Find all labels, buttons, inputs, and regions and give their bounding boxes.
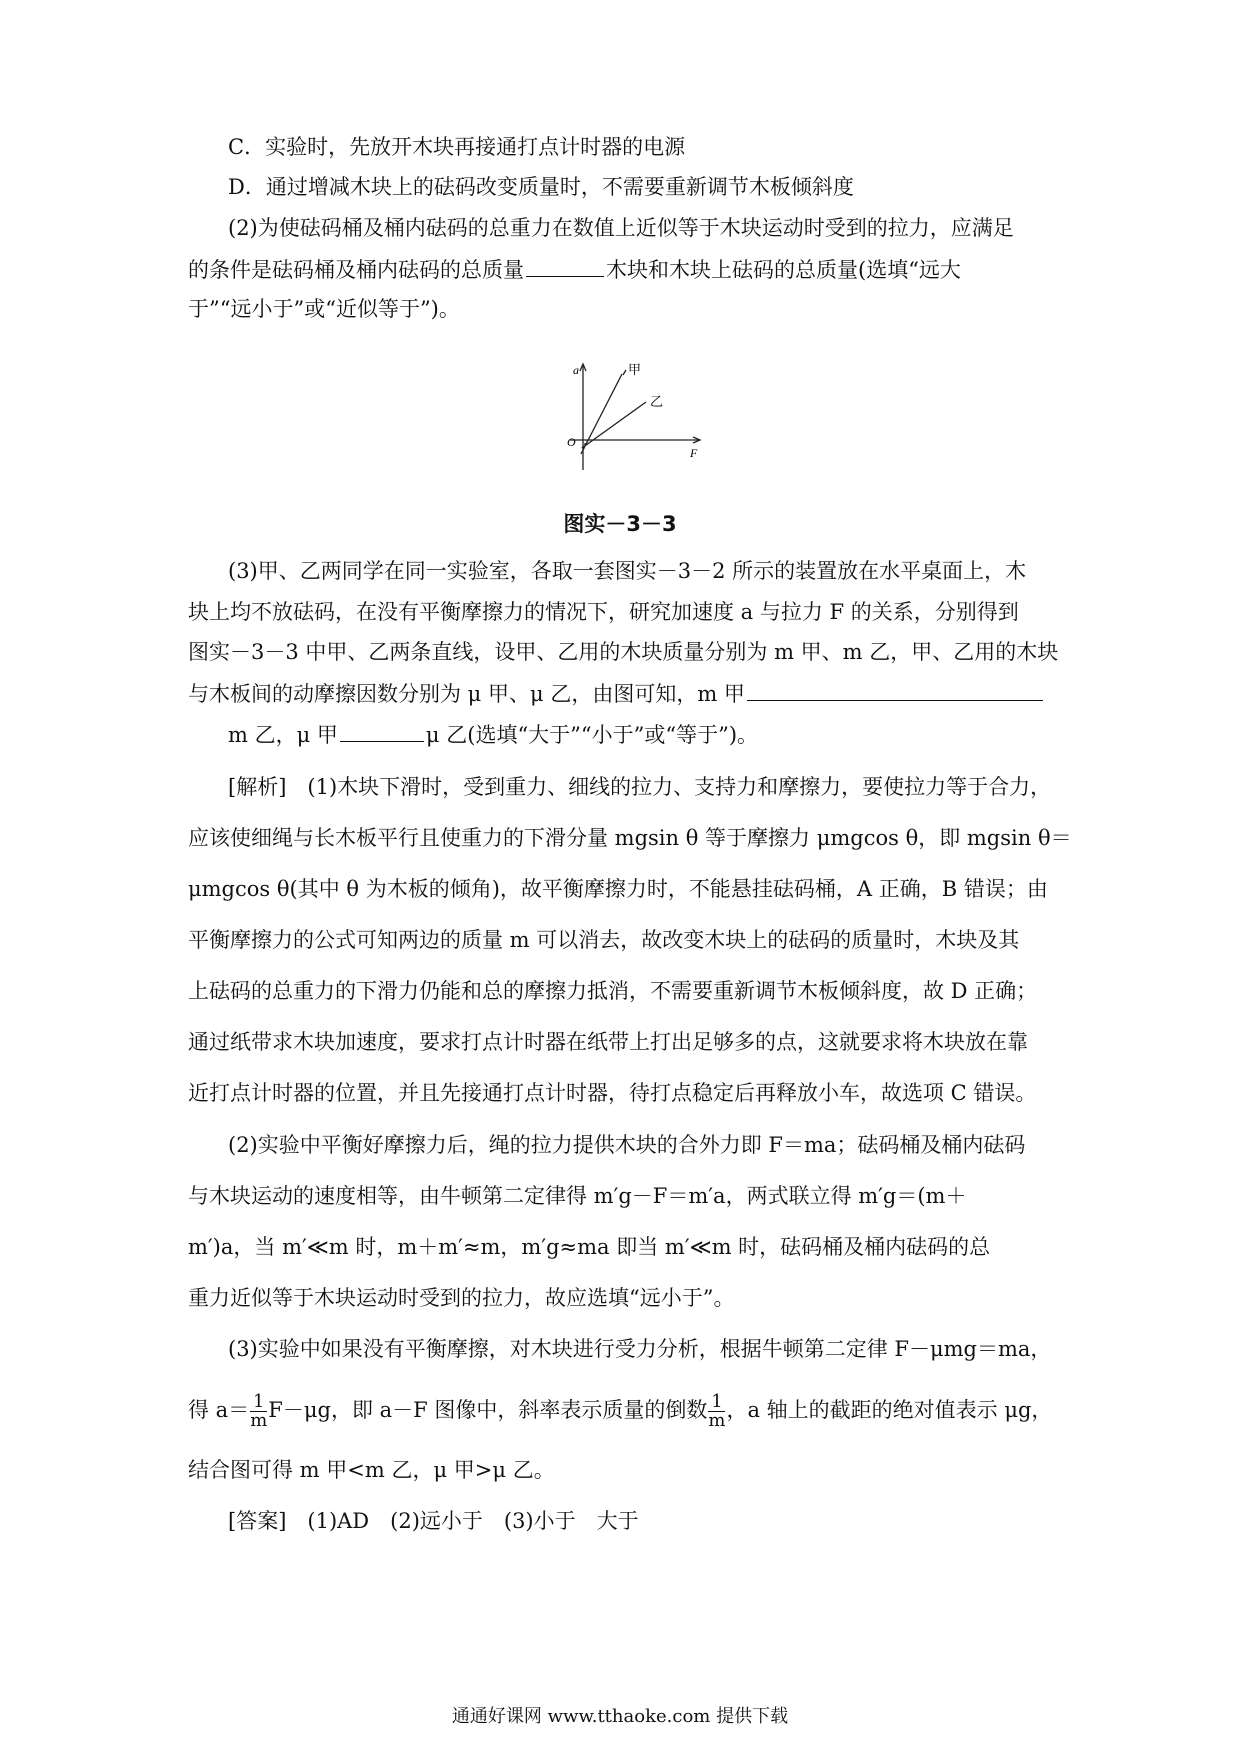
q2-line2-after: 木块和木块上砝码的总质量(选填“远大: [606, 258, 961, 282]
answer-line: [答案] (1)AD (2)远小于 (3)小于 大于: [228, 1509, 639, 1533]
analysis-line10: m′)a，当 m′≪m 时，m＋m′≈m，m′g≈ma 即当 m′≪m 时，砝码桶及桶内砝码的总: [188, 1235, 991, 1259]
q3-line4-text: 与木板间的动摩擦因数分别为 μ 甲、μ 乙，由图可知，m 甲: [188, 682, 745, 706]
q3-line3: 图实－3－3 中甲、乙两条直线，设甲、乙用的木块质量分别为 m 甲、m 乙，甲、乙用的木块: [188, 640, 1059, 664]
label-jia: 甲: [628, 363, 642, 378]
fraction-1-over-m: [250, 1393, 267, 1430]
line-yi: [582, 402, 646, 448]
answer-blank: [340, 719, 424, 742]
q2-line2: [188, 254, 961, 285]
analysis-line1: [解析] (1)木块下滑时，受到重力、细线的拉力、支持力和摩擦力，要使拉力等于合力，: [228, 775, 1052, 799]
fraction-1-over-m: [708, 1393, 725, 1430]
formula-part1: 得 a＝: [188, 1398, 250, 1422]
q2-line1: (2)为使砝码桶及桶内砝码的总重力在数值上近似等于木块运动时受到的拉力，应满足: [228, 216, 1014, 240]
analysis-line6: 通过纸带求木块加速度，要求打点计时器在纸带上打出足够多的点，这就要求将木块放在靠: [188, 1030, 1028, 1054]
q3-line5: [228, 719, 758, 750]
analysis-line13: [188, 1393, 1052, 1430]
fraction-numerator: 1: [250, 1393, 267, 1412]
q2-line3: 于”“远小于”或“近似等于”)。: [188, 297, 460, 321]
q3-line2: 块上均不放砝码，在没有平衡摩擦力的情况下，研究加速度 a 与拉力 F 的关系，分别得到: [188, 600, 1019, 624]
q3-line1: (3)甲、乙两同学在同一实验室，各取一套图实－3－2 所示的装置放在水平桌面上，木: [228, 559, 1027, 583]
a-f-graph: [560, 362, 710, 474]
analysis-line3: μmgcos θ(其中 θ 为木板的倾角)，故平衡摩擦力时，不能悬挂砝码桶，A 正确，B 错误；由: [188, 877, 1048, 901]
analysis-line12: (3)实验中如果没有平衡摩擦，对木块进行受力分析，根据牛顿第二定律 F－μmg＝ma，: [228, 1337, 1052, 1361]
formula-part2: F－μg，即 a－F 图像中，斜率表示质量的倒数: [268, 1398, 708, 1422]
option-d: D．通过增减木块上的砝码改变质量时，不需要重新调节木板倾斜度: [228, 175, 854, 199]
answer-blank: [526, 254, 604, 277]
analysis-line5: 上砝码的总重力的下滑力仍能和总的摩擦力抵消，不需要重新调节木板倾斜度，故 D 正确；: [188, 979, 1038, 1003]
q3-line5-after: μ 乙(选填“大于”“小于”或“等于”)。: [425, 723, 759, 747]
fraction-denominator: m: [708, 1410, 726, 1431]
axis-y-label: a: [573, 363, 579, 377]
analysis-line2: 应该使细绳与长木板平行且使重力的下滑分量 mgsin θ 等于摩擦力 μmgcos θ，即 mgsin θ＝: [188, 826, 1072, 850]
fraction-denominator: m: [250, 1410, 268, 1431]
option-c: C．实验时，先放开木块再接通打点计时器的电源: [228, 135, 686, 159]
q3-line5-before: m 乙，μ 甲: [228, 723, 338, 747]
q2-line2-before: 的条件是砝码桶及桶内砝码的总质量: [188, 258, 524, 282]
analysis-line7: 近打点计时器的位置，并且先接通打点计时器，待打点稳定后再释放小车，故选项 C 错误。: [188, 1081, 1037, 1105]
answer-blank: [747, 678, 1043, 701]
formula-part3: ，a 轴上的截距的绝对值表示 μg，: [726, 1398, 1053, 1422]
fraction-numerator: 1: [708, 1393, 725, 1412]
analysis-line14: 结合图可得 m 甲<m 乙，μ 甲>μ 乙。: [188, 1458, 555, 1482]
footer-credit: 通通好课网 www.tthaoke.com 提供下载: [451, 1706, 789, 1727]
axis-x-label: F: [690, 446, 698, 460]
label-yi: 乙: [650, 395, 664, 410]
figure-caption: 图实－3－3: [563, 512, 677, 536]
origin-label: O: [567, 435, 576, 449]
analysis-line11: 重力近似等于木块运动时受到的拉力，故应选填“远小于”。: [188, 1286, 735, 1310]
analysis-line8: (2)实验中平衡好摩擦力后，绳的拉力提供木块的合外力即 F＝ma；砝码桶及桶内砝码: [228, 1133, 1026, 1157]
q3-line4: [188, 678, 1045, 709]
analysis-line9: 与木块运动的速度相等，由牛顿第二定律得 m′g－F＝m′a，两式联立得 m′g＝(m＋: [188, 1184, 967, 1208]
analysis-line4: 平衡摩擦力的公式可知两边的质量 m 可以消去，故改变木块上的砝码的质量时，木块及其: [188, 928, 1020, 952]
line-jia: [581, 374, 622, 454]
